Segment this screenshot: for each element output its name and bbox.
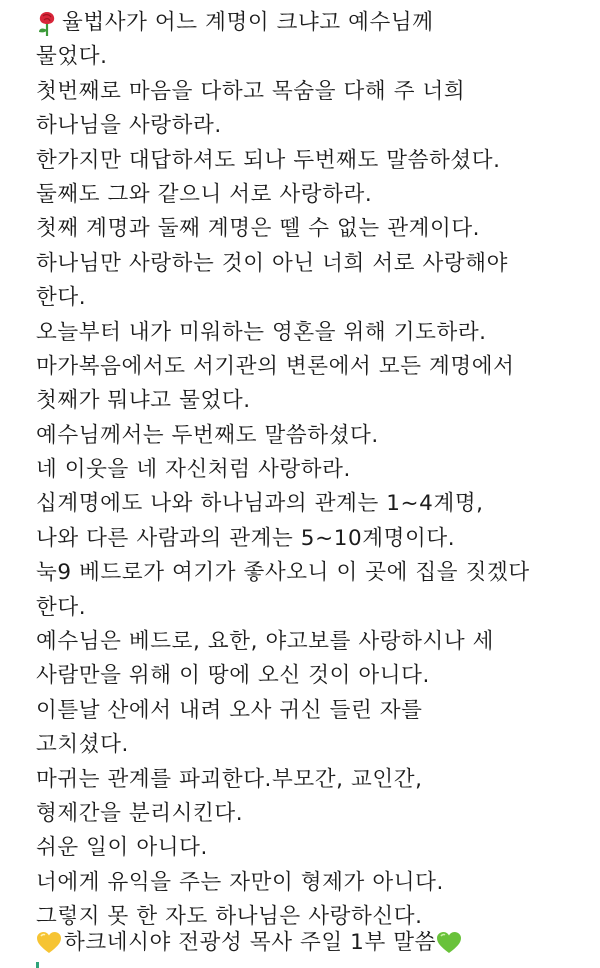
note-line-21: 이튿날 산에서 내려 오사 귀신 들린 자를 — [36, 697, 423, 723]
note-line-17: 눅9 베드로가 여기가 좋사오니 이 곳에 집을 짓겠다 — [36, 560, 530, 586]
note-line-26: 너에게 유익을 주는 자만이 형제가 아니다. — [36, 869, 444, 895]
sermon-signature — [36, 926, 464, 960]
note-line-13: 예수님께서는 두번째도 말씀하셨다. — [36, 422, 379, 448]
note-line-23: 마귀는 관계를 파괴한다.부모간, 교인간, — [36, 766, 423, 792]
note-line-7: 첫째 계명과 둘째 계명은 뗄 수 없는 관계이다. — [36, 216, 481, 242]
note-line-15: 십계명에도 나와 하나님과의 관계는 1~4계명, — [36, 491, 484, 517]
note-line-1 — [36, 6, 592, 40]
note-line-22: 고치셨다. — [36, 732, 129, 758]
note-line-10: 오늘부터 내가 미워하는 영혼을 위해 기도하라. — [36, 319, 487, 345]
green-heart-icon — [436, 931, 462, 955]
note-line-20: 사람만을 위해 이 땅에 오신 것이 아니다. — [36, 663, 430, 689]
note-line-6: 둘째도 그와 같으니 서로 사랑하라. — [36, 181, 373, 207]
note-line-27: 그렇지 못 한 자도 하나님은 사랑하신다. — [36, 904, 423, 930]
note-line-3: 첫번째로 마음을 다하고 목숨을 다해 주 너희 — [36, 78, 466, 104]
note-line-11: 마가복음에서도 서기관의 변론에서 모든 계명에서 — [36, 353, 515, 379]
note-line-14: 네 이웃을 네 자신처럼 사랑하라. — [36, 457, 351, 483]
note-line-9: 한다. — [36, 285, 87, 311]
yellow-heart-icon — [36, 931, 62, 955]
rose-icon — [36, 10, 58, 36]
note-line-8: 하나님만 사랑하는 것이 아닌 너희 서로 사랑해야 — [36, 250, 508, 276]
signature-text: 하크네시야 전광성 목사 주일 1부 말씀 — [64, 930, 436, 955]
note-line-25: 쉬운 일이 아니다. — [36, 835, 208, 861]
note-line-16: 나와 다른 사람과의 관계는 5~10계명이다. — [36, 525, 456, 551]
edge-mark — [36, 962, 39, 968]
note-line-2: 물었다. — [36, 44, 108, 70]
note-line-text: 율법사가 어느 계명이 크냐고 예수님께 — [62, 10, 434, 35]
note-line-5: 한가지만 대답하셔도 되나 두번째도 말씀하셨다. — [36, 147, 501, 173]
note-line-18: 한다. — [36, 594, 87, 620]
note-line-4: 하나님을 사랑하라. — [36, 113, 222, 139]
note-line-12: 첫째가 뭐냐고 물었다. — [36, 388, 251, 414]
sermon-note — [36, 6, 592, 935]
note-line-24: 형제간을 분리시킨다. — [36, 800, 244, 826]
note-line-19: 예수님은 베드로, 요한, 야고보를 사랑하시나 세 — [36, 629, 495, 655]
